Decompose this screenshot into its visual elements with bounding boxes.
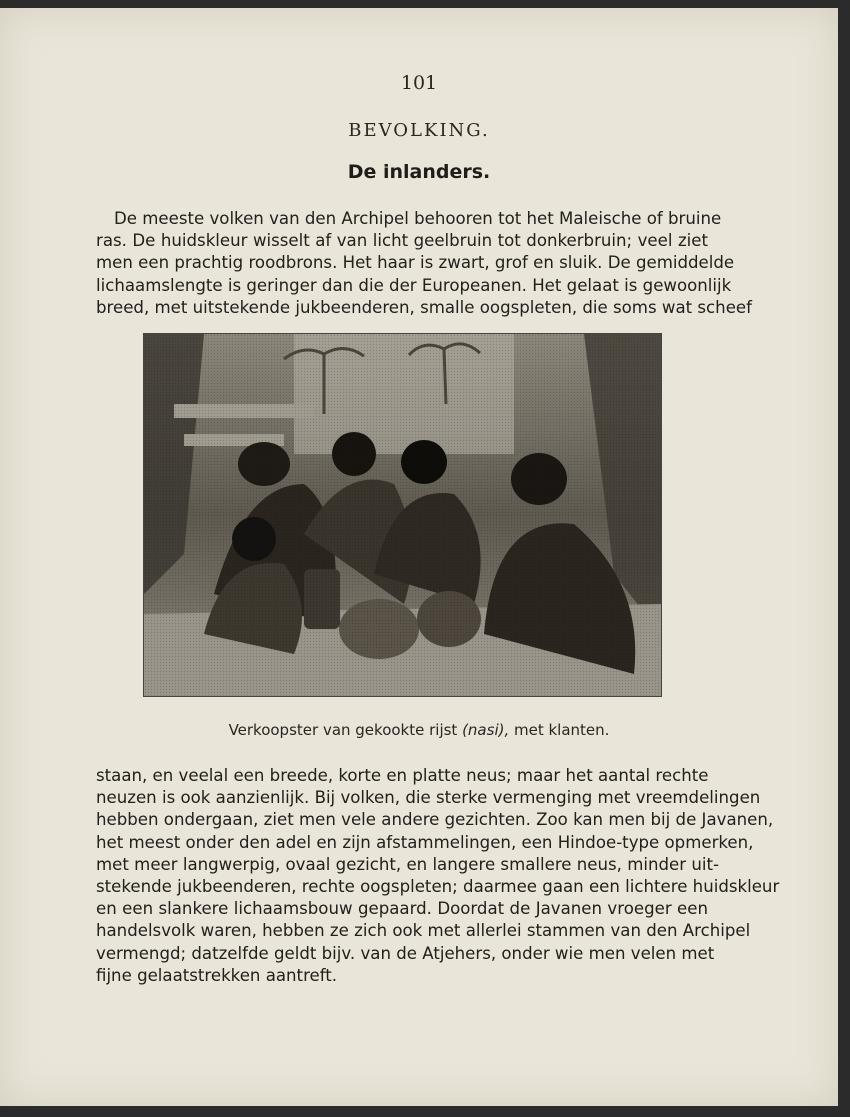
text-line: hebben ondergaan, ziet men vele andere gezichten. Zoo kan men bij de Javanen, <box>96 810 774 830</box>
page-number: 101 <box>400 72 438 94</box>
caption-text-end: met klanten. <box>509 721 610 739</box>
caption-italic-term: (nasi), <box>462 721 510 739</box>
chapter-title: BEVOLKING. <box>348 120 490 141</box>
halftone-photo-rice-seller <box>143 333 662 697</box>
text-line: met meer langwerpig, ovaal gezicht, en langere smallere neus, minder uit- <box>96 854 719 874</box>
text-line: vermengd; datzelfde geldt bijv. van de Atjehers, onder wie men velen met <box>96 943 715 963</box>
section-title: De inlanders. <box>347 161 491 183</box>
caption-text: Verkoopster van gekookte rijst <box>228 721 463 739</box>
text-line: en een slankere lichaamsbouw gepaard. Doordat de Javanen vroeger een <box>96 899 708 919</box>
text-line: fijne gelaatstrekken aantreft. <box>96 965 338 985</box>
text-line: De meeste volken van den Archipel behooren tot het Maleische of bruine <box>114 209 722 228</box>
photo-caption <box>0 721 838 739</box>
book-page <box>0 8 838 1106</box>
text-line: breed, met uitstekende jukbeenderen, smalle oogspleten, die soms wat scheef <box>96 297 752 317</box>
text-line: handelsvolk waren, hebben ze zich ook met allerlei stammen van den Archipel <box>96 921 751 941</box>
text-line: neuzen is ook aanzienlijk. Bij volken, die sterke vermenging met vreemdelingen <box>96 788 761 808</box>
text-line: lichaamslengte is geringer dan die der Europeanen. Het gelaat is gewoonlijk <box>96 275 732 295</box>
photo-illustration <box>144 334 661 696</box>
paragraph-continued <box>96 765 780 987</box>
text-line: ras. De huidskleur wisselt af van licht geelbruin tot donkerbruin; veel ziet <box>96 231 708 251</box>
text-line: stekende jukbeenderen, rechte oogspleten; daarmee gaan een lichtere huidskleur <box>96 877 780 897</box>
text-line: men een prachtig roodbrons. Het haar is zwart, grof en sluik. De gemiddelde <box>96 253 735 273</box>
text-line: staan, en veelal een breede, korte en platte neus; maar het aantal rechte <box>96 766 709 785</box>
text-line: het meest onder den adel en zijn afstammelingen, een Hindoe-type opmerken, <box>96 832 754 852</box>
paragraph-intro <box>96 208 752 319</box>
